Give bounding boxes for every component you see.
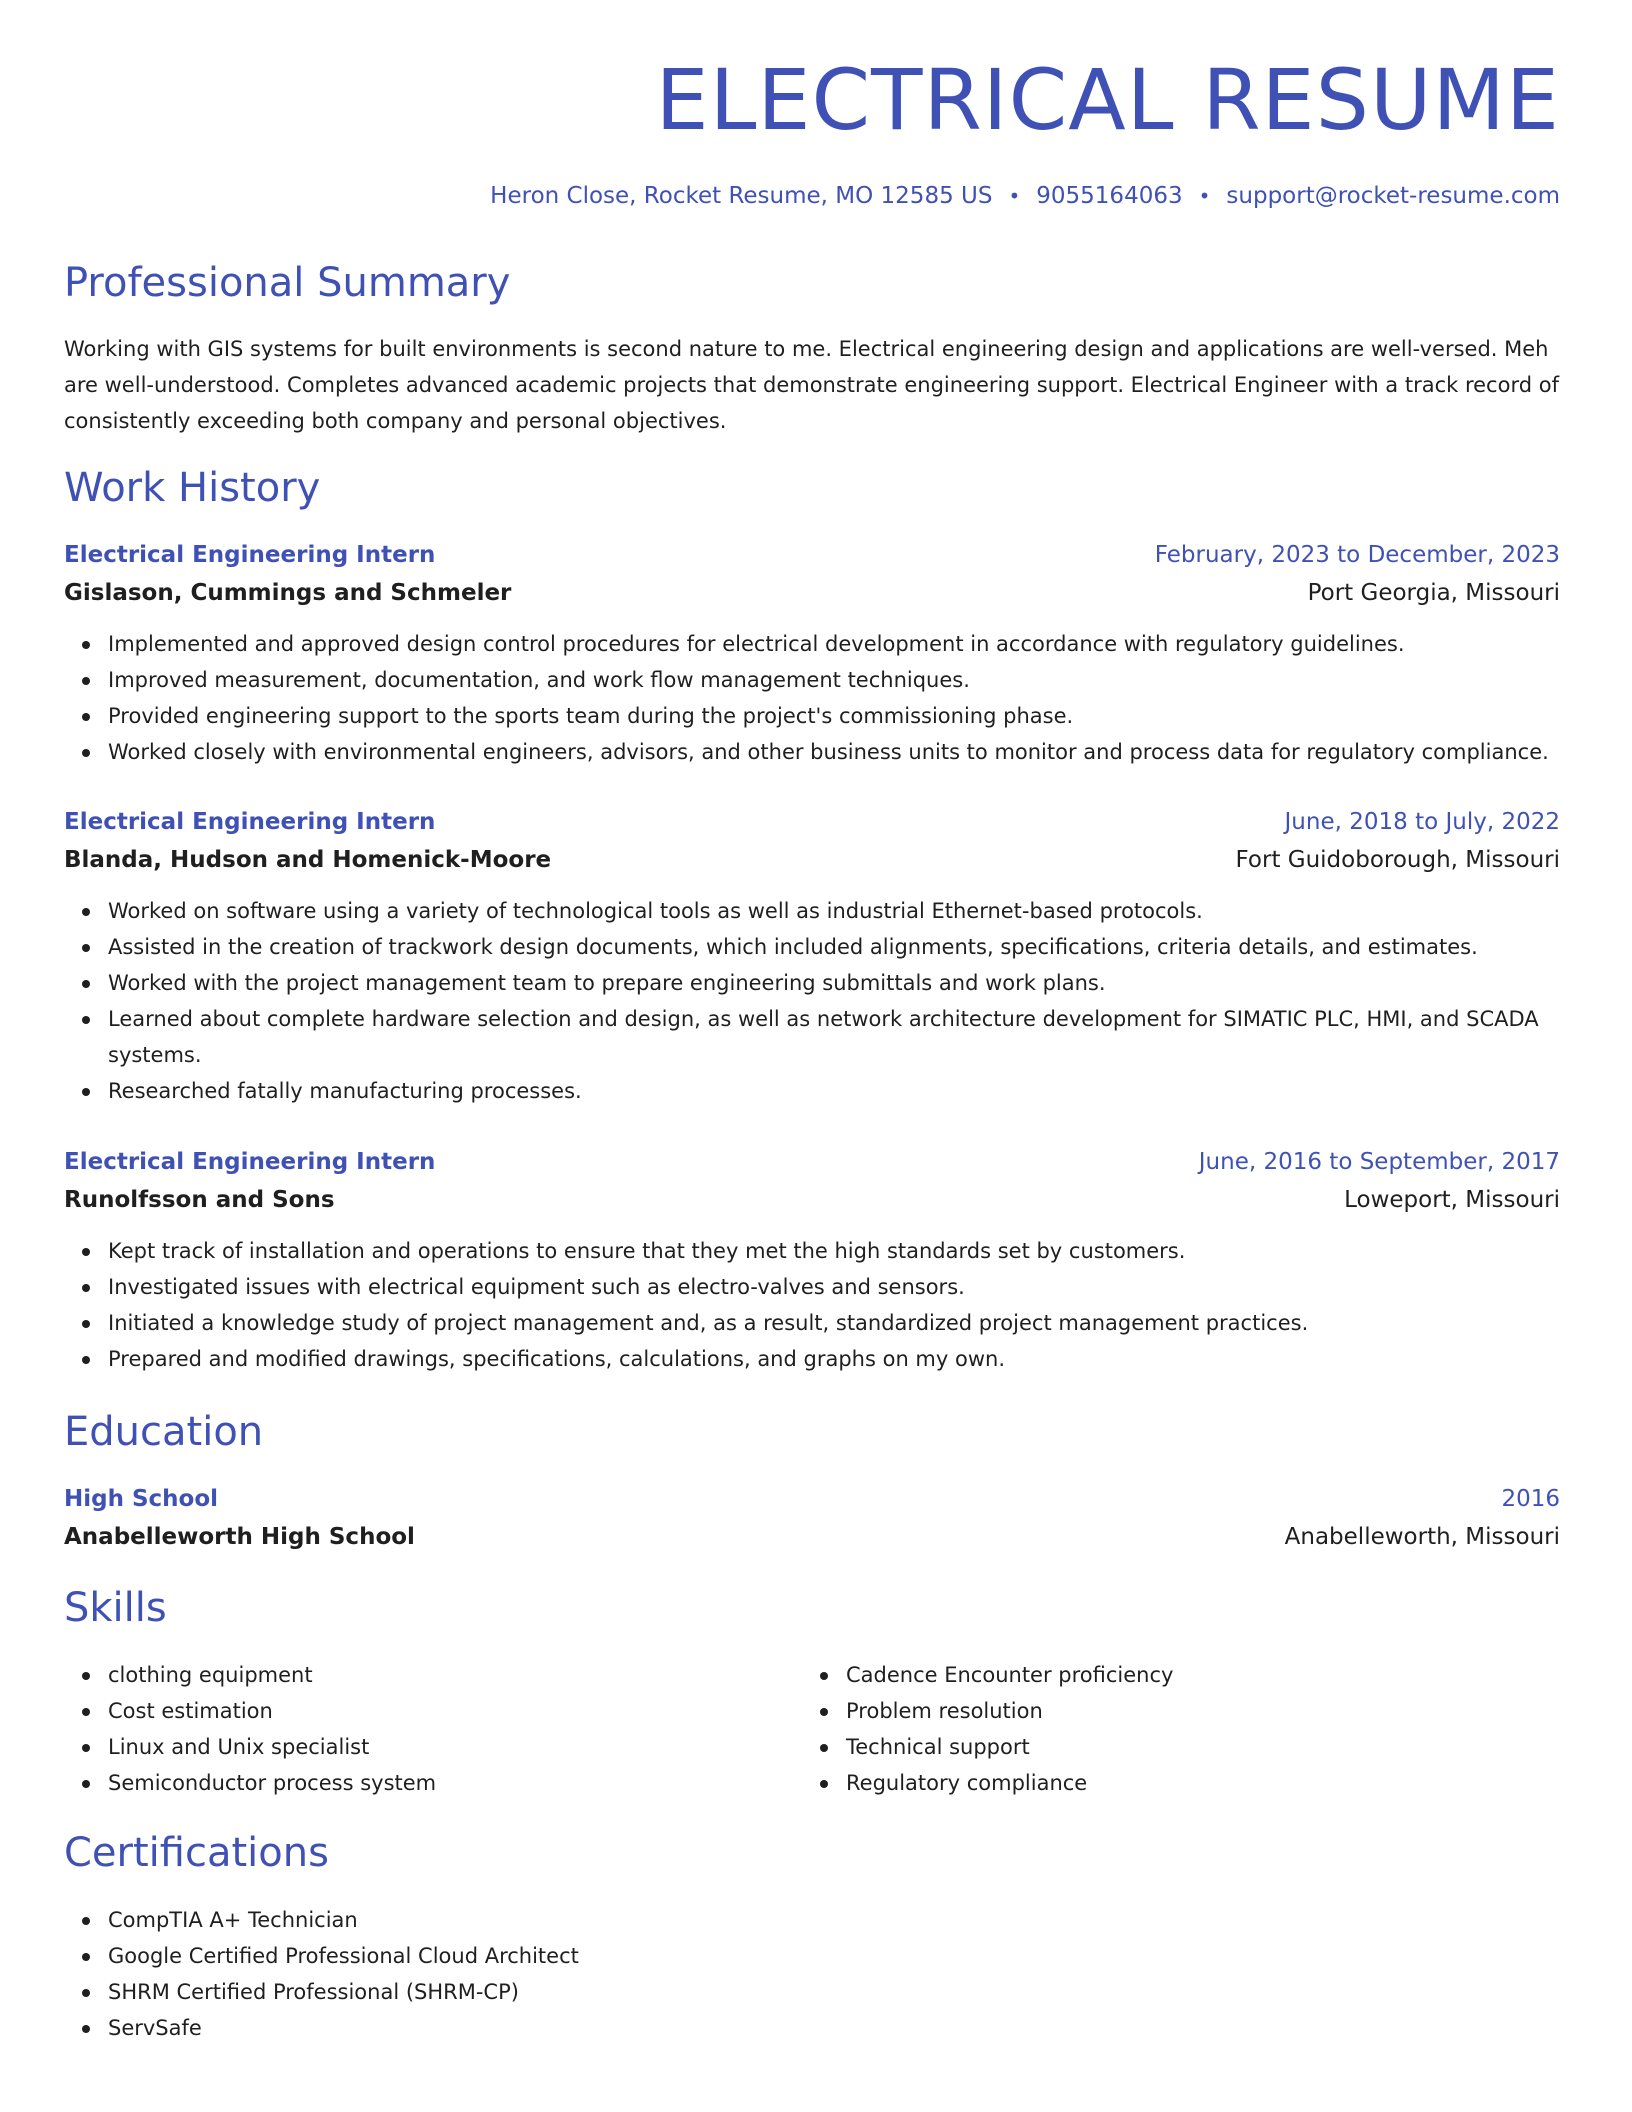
job-company: Gislason, Cummings and Schmeler	[64, 580, 512, 606]
contact-address: Heron Close, Rocket Resume, MO 12585 US	[490, 183, 993, 209]
job-bullets	[64, 626, 1560, 770]
summary-heading: Professional Summary	[64, 260, 511, 306]
job-role: Electrical Engineering Intern	[64, 809, 436, 835]
skill-item: Cadence Encounter proficiency	[802, 1657, 1502, 1693]
job-bullet: Learned about complete hardware selection and design, as well as network architecture development for SIMATIC PLC, HMI, and SCADA systems.	[64, 1001, 1560, 1073]
job-location: Loweport, Missouri	[1344, 1187, 1560, 1213]
job-dates: June, 2016 to September, 2017	[1198, 1149, 1560, 1175]
resume-title: ELECTRICAL RESUME	[655, 51, 1560, 149]
contact-separator: •	[1008, 184, 1021, 208]
certifications-heading: Certifications	[64, 1830, 329, 1876]
certification-item: SHRM Certified Professional (SHRM-CP)	[64, 1974, 1560, 2010]
skill-item: Problem resolution	[802, 1693, 1502, 1729]
skills-column-right	[802, 1657, 1502, 1801]
skill-item: Linux and Unix specialist	[64, 1729, 764, 1765]
job-bullet: Prepared and modified drawings, specifications, calculations, and graphs on my own.	[64, 1341, 1560, 1377]
contact-phone: 9055164063	[1036, 183, 1183, 209]
job-dates: June, 2018 to July, 2022	[1284, 809, 1560, 835]
job-entry	[64, 803, 1560, 1109]
education-location: Anabelleworth, Missouri	[1284, 1524, 1560, 1550]
certification-item: Google Certified Professional Cloud Architect	[64, 1938, 1560, 1974]
certification-item: ServSafe	[64, 2010, 1560, 2046]
skill-item: clothing equipment	[64, 1657, 764, 1693]
skill-item: Semiconductor process system	[64, 1765, 764, 1801]
job-bullet: Worked closely with environmental engineers, advisors, and other business units to monitor and process data for regulatory compliance.	[64, 734, 1560, 770]
certification-item: CompTIA A+ Technician	[64, 1902, 1560, 1938]
job-role: Electrical Engineering Intern	[64, 542, 436, 568]
job-bullet: Improved measurement, documentation, and work flow management techniques.	[64, 662, 1560, 698]
job-company: Runolfsson and Sons	[64, 1187, 335, 1213]
skills-heading: Skills	[64, 1585, 167, 1631]
job-location: Port Georgia, Missouri	[1307, 580, 1560, 606]
job-bullet: Initiated a knowledge study of project management and, as a result, standardized project management practices.	[64, 1305, 1560, 1341]
education-school: Anabelleworth High School	[64, 1524, 415, 1550]
job-entry	[64, 536, 1560, 770]
job-bullets	[64, 1233, 1560, 1377]
job-bullets	[64, 893, 1560, 1109]
education-entry	[64, 1480, 1560, 1556]
education-year: 2016	[1501, 1486, 1560, 1512]
skill-item: Cost estimation	[64, 1693, 764, 1729]
job-company: Blanda, Hudson and Homenick-Moore	[64, 847, 552, 873]
skill-item: Technical support	[802, 1729, 1502, 1765]
skill-item: Regulatory compliance	[802, 1765, 1502, 1801]
summary-text: Working with GIS systems for built environments is second nature to me. Electrical engineering design and applications are well-versed. Meh are well-understood. Completes advanced academic projects that demonstrate engineering support. Electrical Engineer with a track record of consistently exceeding both company and personal objectives.	[64, 337, 1559, 433]
work-history-heading: Work History	[64, 465, 321, 511]
job-bullet: Researched fatally manufacturing processes.	[64, 1073, 1560, 1109]
job-bullet: Worked with the project management team to prepare engineering submittals and work plans.	[64, 965, 1560, 1001]
skills-column-left	[64, 1657, 764, 1801]
job-bullet: Implemented and approved design control procedures for electrical development in accordance with regulatory guidelines.	[64, 626, 1560, 662]
job-location: Fort Guidoborough, Missouri	[1235, 847, 1560, 873]
job-bullet: Provided engineering support to the sports team during the project's commissioning phase.	[64, 698, 1560, 734]
job-role: Electrical Engineering Intern	[64, 1149, 436, 1175]
contact-line	[490, 178, 1560, 214]
education-heading: Education	[64, 1409, 264, 1455]
certifications-list	[64, 1902, 1560, 2046]
job-entry	[64, 1143, 1560, 1377]
job-dates: February, 2023 to December, 2023	[1154, 542, 1560, 568]
job-bullet: Investigated issues with electrical equipment such as electro-valves and sensors.	[64, 1269, 1560, 1305]
job-bullet: Worked on software using a variety of technological tools as well as industrial Ethernet-based protocols.	[64, 893, 1560, 929]
education-degree: High School	[64, 1486, 219, 1512]
job-bullet: Assisted in the creation of trackwork design documents, which included alignments, specifications, criteria details, and estimates.	[64, 929, 1560, 965]
job-bullet: Kept track of installation and operations to ensure that they met the high standards set by customers.	[64, 1233, 1560, 1269]
contact-separator: •	[1198, 184, 1211, 208]
contact-email: support@rocket-resume.com	[1226, 183, 1560, 209]
